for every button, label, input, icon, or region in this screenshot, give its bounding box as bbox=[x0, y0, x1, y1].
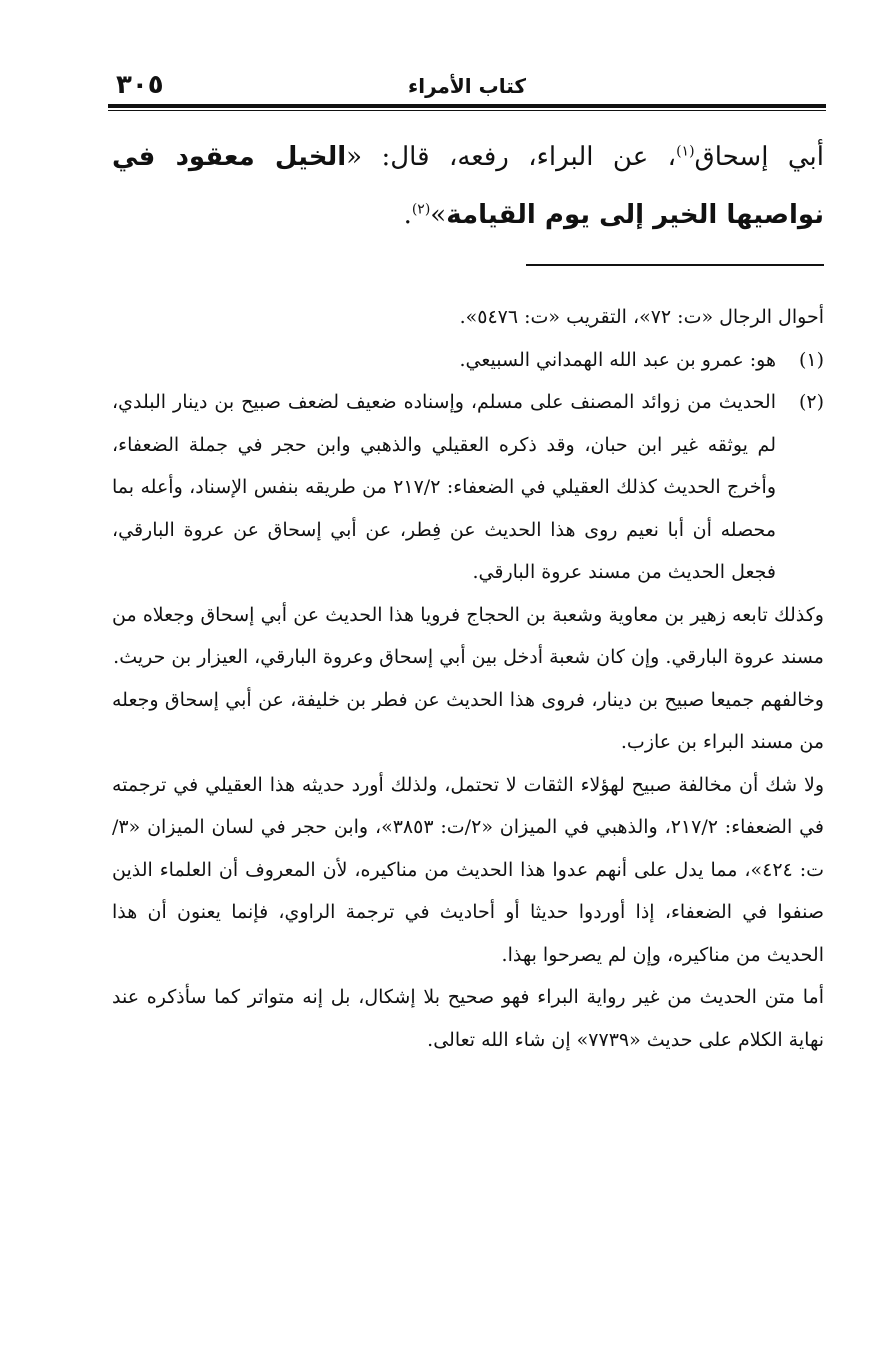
footnote-paragraph-4: أما متن الحديث من غير رواية البراء فهو صحيح بلا إشكال، بل إنه متواتر كما سأذكره عند نهاية الكلام على حديث «٧٧٣٩» إن شاء الله تعالى. bbox=[112, 986, 824, 1051]
footnote-1 bbox=[112, 339, 824, 382]
footnote-1-text: هو: عمرو بن عبد الله الهمداني السبيعي. bbox=[459, 348, 776, 371]
footnote-2 bbox=[112, 381, 824, 594]
footnote-ref-2[interactable]: (٢) bbox=[411, 201, 431, 218]
header-rule-thin bbox=[108, 110, 826, 111]
footnote-paragraph-1: وكذلك تابعه زهير بن معاوية وشعبة بن الحجاج فرويا هذا الحديث عن أبي إسحاق وجعلاه من مسند عروة البارقي. وإن كان شعبة أدخل بين أبي إسحاق وعروة البارقي، العيزار بن حريث. bbox=[112, 603, 824, 668]
close-quote: » bbox=[430, 200, 447, 230]
footnote-2-number: (٢) bbox=[798, 391, 824, 413]
narrator: أبي إسحاق bbox=[694, 142, 824, 172]
main-text-mid: ، عن البراء، رفعه، قال: « bbox=[346, 142, 677, 172]
book-title: كتاب الأمراء bbox=[407, 74, 527, 98]
main-text-end: . bbox=[403, 200, 412, 230]
footnote-1-number: (١) bbox=[798, 348, 824, 371]
footnote-separator bbox=[526, 264, 824, 266]
footnote-paragraph-2: وخالفهم جميعا صبيح بن دينار، فروى هذا الحديث عن فطر بن خليفة، عن أبي إسحاق وجعله من مسند البراء بن عازب. bbox=[112, 688, 824, 753]
header-rule-thick bbox=[108, 104, 826, 108]
main-text bbox=[112, 128, 824, 244]
page-number: ٣٠٥ bbox=[116, 70, 164, 100]
footnote-ref-1[interactable]: (١) bbox=[676, 143, 695, 160]
running-header bbox=[108, 70, 826, 100]
footnote-2-text: الحديث من زوائد المصنف على مسلم، وإسناده ضعيف لضعف صبيح بن دينار البلدي، لم يوثقه غير ابن حبان، وقد ذكره العقيلي والذهبي وابن حجر في جملة الضعفاء، وأخرج الحديث كذلك العقيلي في الضعفاء: ٢١٧/٢ من طريقه بنفس الإسناد، وأعله بما محصله أن أبا نعيم روى هذا الحديث عن فِطر، عن أبي إسحاق عن عروة البارقي، فجعل الحديث من مسند عروة البارقي. bbox=[112, 391, 776, 583]
footnote-intro: أحوال الرجال «ت: ٧٢»، التقريب «ت: ٥٤٧٦». bbox=[459, 306, 824, 328]
footnote-paragraph-3: ولا شك أن مخالفة صبيح لهؤلاء الثقات لا تحتمل، ولذلك أورد حديثه هذا العقيلي في ترجمته في الضعفاء: ٢١٧/٢، والذهبي في الميزان «٢/ت: ٣٨٥٣»، وابن حجر في لسان الميزان «٣/ت: ٤٢٤»، مما يدل على أنهم عدوا هذا الحديث من مناكيره، لأن المعروف أن العلماء الذين صنفوا في الضعفاء، إذا أوردوا حديثا أو أحاديث في ترجمة الراوي، فإنما يعنون أن هذا الحديث من مناكيره، وإن لم يصرحوا بهذا. bbox=[112, 773, 825, 966]
hadith-text: الخيل معقود في نواصيها الخير إلى يوم القيامة bbox=[112, 142, 824, 230]
footnotes bbox=[112, 296, 824, 1061]
